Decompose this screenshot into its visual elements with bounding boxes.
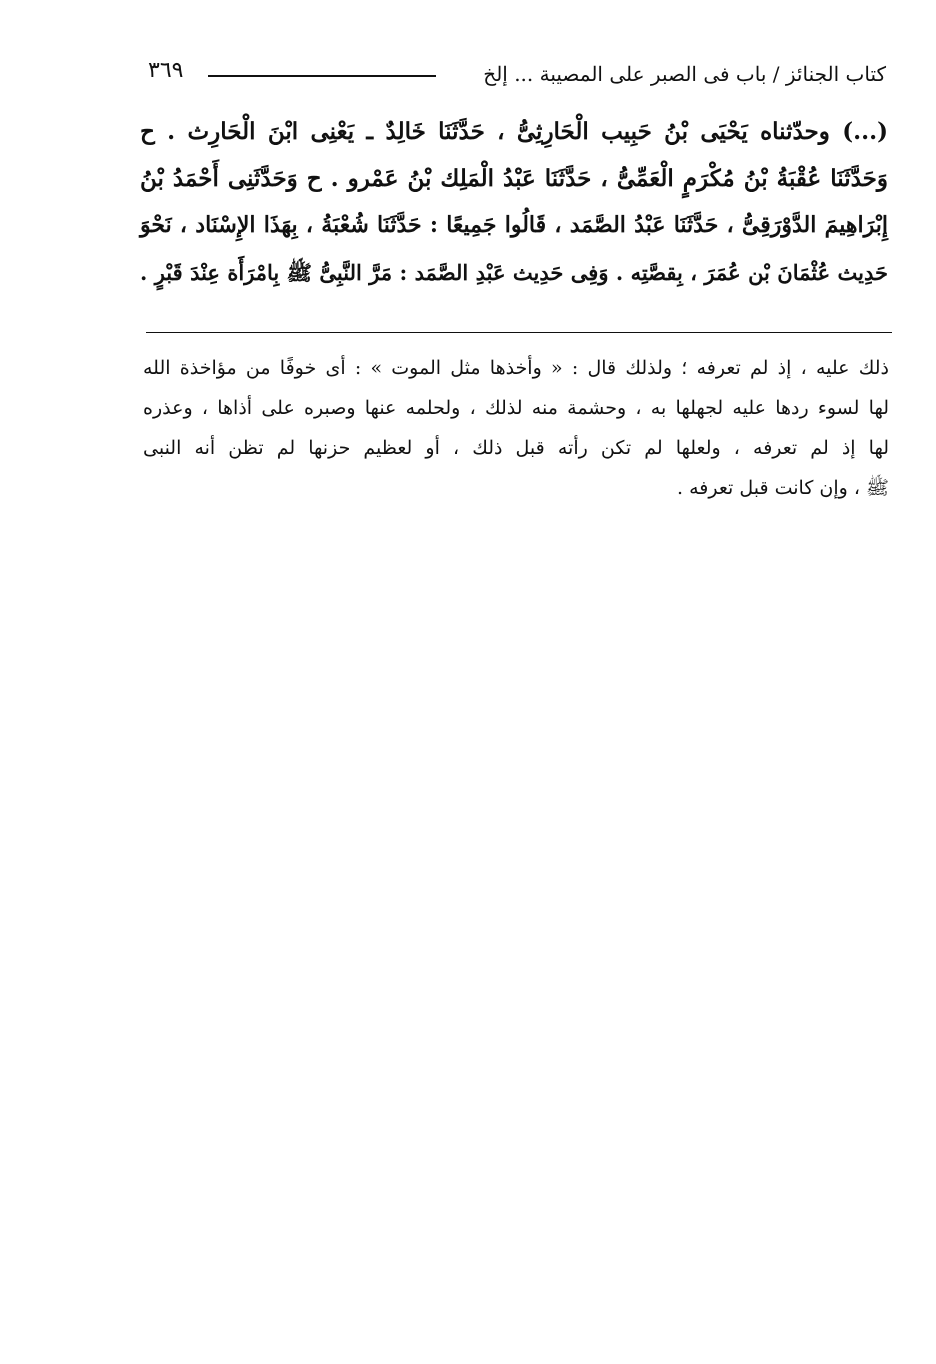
footnote-divider (146, 332, 892, 333)
commentary-line: لها إذ لم تعرفه ، ولعلها لم تكن رأته قبل ذلك ، أو لعظيم حزنها لم تظن أنه النبى (143, 437, 889, 459)
commentary-text (143, 348, 889, 508)
running-head (148, 58, 886, 98)
hadith-line: (...) وحدّثناه يَحْيَى بْنُ حَبِيب الْحَارِثِىُّ ، حَدَّثَنَا خَالِدٌ ـ يَعْنِى ابْنَ الْحَارِث . ح (140, 118, 888, 145)
hadith-line: إِبْرَاهِيمَ الدَّوْرَقِىُّ ، حَدَّثَنَا عَبْدُ الصَّمَد ، قَالُوا جَمِيعًا : حَدَّثَنَا شُعْبَةُ ، بِهَذَا الإِسْنَاد ، نَحْوَ (140, 212, 888, 238)
page-number: ٣٦٩ (148, 58, 184, 83)
commentary-line: ﷺ ، وإن كانت قبل تعرفه . (677, 477, 889, 499)
hadith-line: وَحَدَّثَنَا عُقْبَةُ بْنُ مُكْرَمٍ الْعَمِّىُّ ، حَدَّثَنَا عَبْدُ الْمَلِك بْنُ عَمْرو . ح وَحَدَّثَنِى أَحْمَدُ بْنُ (140, 165, 888, 192)
header-rule (208, 75, 436, 77)
hadith-line: حَدِيث عُثْمَانَ بْن عُمَرَ ، بِقصَّتِه . وَفِى حَدِيث عَبْدِ الصَّمَد : مَرَّ النَّبِىُّ ﷺ بِامْرَأَة عِنْدَ قَبْرٍ . (140, 260, 888, 285)
commentary-line: لها لسوء ردها عليه لجهلها به ، وحشمة منه لذلك ، ولحلمه عنها وصبره على أذاها ، وعذره (143, 397, 889, 419)
chapter-title: كتاب الجنائز / باب فى الصبر على المصيبة ... إلخ (483, 62, 886, 86)
hadith-text (140, 108, 888, 296)
commentary-line: ذلك عليه ، إذ لم تعرفه ؛ ولذلك قال : « وأخذها مثل الموت » : أى خوفًا من مؤاخذة الله (143, 357, 889, 379)
